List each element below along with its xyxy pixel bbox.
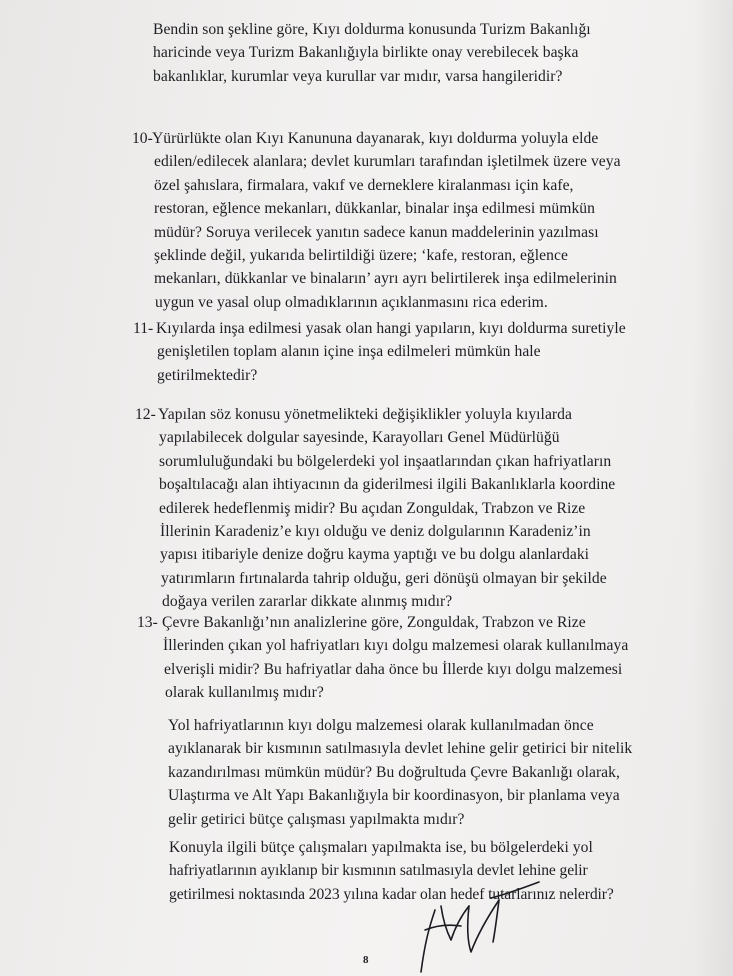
text-line: yapılabilecek dolgular sayesinde, Karayolları Genel Müdürlüğü — [159, 429, 560, 447]
text-line: İllerinin Karadeniz’e kıyı olduğu ve deniz dolgularının Karadeniz’in — [160, 523, 591, 541]
question-13-subparagraph-1 — [167, 714, 632, 831]
text-line: gelir getirici bütçe çalışması yapılmakta mıdır? — [168, 810, 465, 828]
text-line: doğaya verilen zararlar dikkate alınmış mıdır? — [162, 593, 453, 611]
text-line: uygun ve yasal olup olmadıklarının açıklanmasını rica ederim. — [155, 293, 548, 311]
text-line: edilen/edilecek alanlara; devlet kurumları tarafından işletilmek üzere veya — [154, 153, 621, 171]
text-line: elverişli midir? Bu hafriyatlar daha önce bu İllerde kıyı dolgu malzemesi — [164, 660, 623, 678]
intro-paragraph — [153, 18, 591, 88]
text-line: Çevre Bakanlığı’nın analizlerine göre, Zonguldak, Trabzon ve Rize — [162, 614, 586, 631]
question-number-11: 11- — [133, 320, 154, 337]
text-line: sorumluluğundaki bu bölgelerdeki yol inşaatlarından çıkan hafriyatların — [159, 452, 612, 470]
page-number: 8 — [363, 954, 369, 966]
question-13-text — [162, 611, 628, 705]
text-line: edilerek hedeflenmiş midir? Bu açıdan Zonguldak, Trabzon ve Rize — [159, 499, 586, 517]
question-11-text — [154, 317, 626, 387]
text-line: Yürürlükte olan Kıyı Kanununa dayanarak, kıyı doldurma yoluyla elde — [152, 130, 599, 147]
question-number-13: 13- — [137, 614, 158, 631]
text-line: şeklinde değil, yukarıda belirtildiği üzere; ‘kafe, restoran, eğlence — [154, 247, 568, 265]
text-line: kazandırılması mümkün müdür? Bu doğrultuda Çevre Bakanlığı olarak, — [168, 763, 620, 781]
text-line: genişletilen toplam alanın içine inşa edilmeleri mümkün hale — [157, 343, 541, 361]
question-number-12: 12- — [135, 406, 156, 423]
text-line: İllerinden çıkan yol hafriyatları kıyı dolgu malzemesi olarak kullanılmaya — [163, 637, 629, 655]
text-line: Bendin son şekline göre, Kıyı doldurma konusunda Turizm Bakanlığı — [153, 21, 591, 38]
question-number-10: 10- — [132, 130, 153, 147]
text-line: getirilmektedir? — [157, 366, 258, 384]
text-line: restoran, eğlence mekanları, dükkanlar, binalar inşa edilmesi mümkün — [154, 200, 595, 218]
text-line: olarak kullanılmış mıdır? — [165, 684, 324, 702]
question-10-text — [152, 127, 621, 314]
text-line: ayıklanarak bir kısmının satılmasıyla devlet lehine gelir getirici bir nitelik — [168, 740, 633, 758]
signature-icon — [395, 880, 545, 976]
question-12-text — [158, 403, 615, 614]
text-line: özel şahıslara, firmalara, vakıf ve derneklere kiralanması için kafe, — [154, 176, 574, 194]
text-line: Kıyılarda inşa edilmesi yasak olan hangi yapıların, kıyı doldurma suretiyle — [156, 320, 626, 337]
text-line: getirilmesi noktasında 2023 yılına kadar olan hedef tutarlarınız nelerdir? — [169, 885, 614, 903]
text-line: mekanları, dükkanlar ve binaların’ ayrı ayrı belirtilerek inşa edilmelerinin — [154, 270, 617, 288]
text-line: yatırımların fırtınalarda tahrip olduğu, geri dönüşü olmayan bir şekilde — [161, 569, 607, 587]
text-line: boşaltılacağı alan ihtiyacının da giderilmesi ilgili Bakanlıklarla koordine — [159, 476, 616, 494]
question-13-subparagraph-2 — [168, 836, 614, 906]
text-line: Ulaştırma ve Alt Yapı Bakanlığıyla bir koordinasyon, bir planlama veya — [168, 787, 620, 805]
text-line: haricinde veya Turizm Bakanlığıyla birlikte onay verebilecek başka — [153, 44, 579, 62]
text-line: yapısı itibariyle denize doğru kayma yaptığı ve bu dolgu alanlardaki — [160, 546, 590, 564]
text-line: bakanlıklar, kurumlar veya kurullar var mıdır, varsa hangileridir? — [153, 67, 563, 85]
text-line: Yol hafriyatlarının kıyı dolgu malzemesi olarak kullanılmadan önce — [168, 717, 594, 734]
text-line: müdür? Soruya verilecek yanıtın sadece kanun maddelerinin yazılması — [154, 223, 599, 241]
text-line: Konuyla ilgili bütçe çalışmaları yapılmakta ise, bu bölgelerdeki yol — [169, 839, 593, 856]
text-line: Yapılan söz konusu yönetmelikteki değişiklikler yoluyla kıyılarda — [158, 406, 572, 423]
text-line: hafriyatlarının ayıklanıp bir kısmının satılmasıyla devlet lehine gelir — [169, 862, 588, 880]
page-shadow — [693, 0, 733, 976]
